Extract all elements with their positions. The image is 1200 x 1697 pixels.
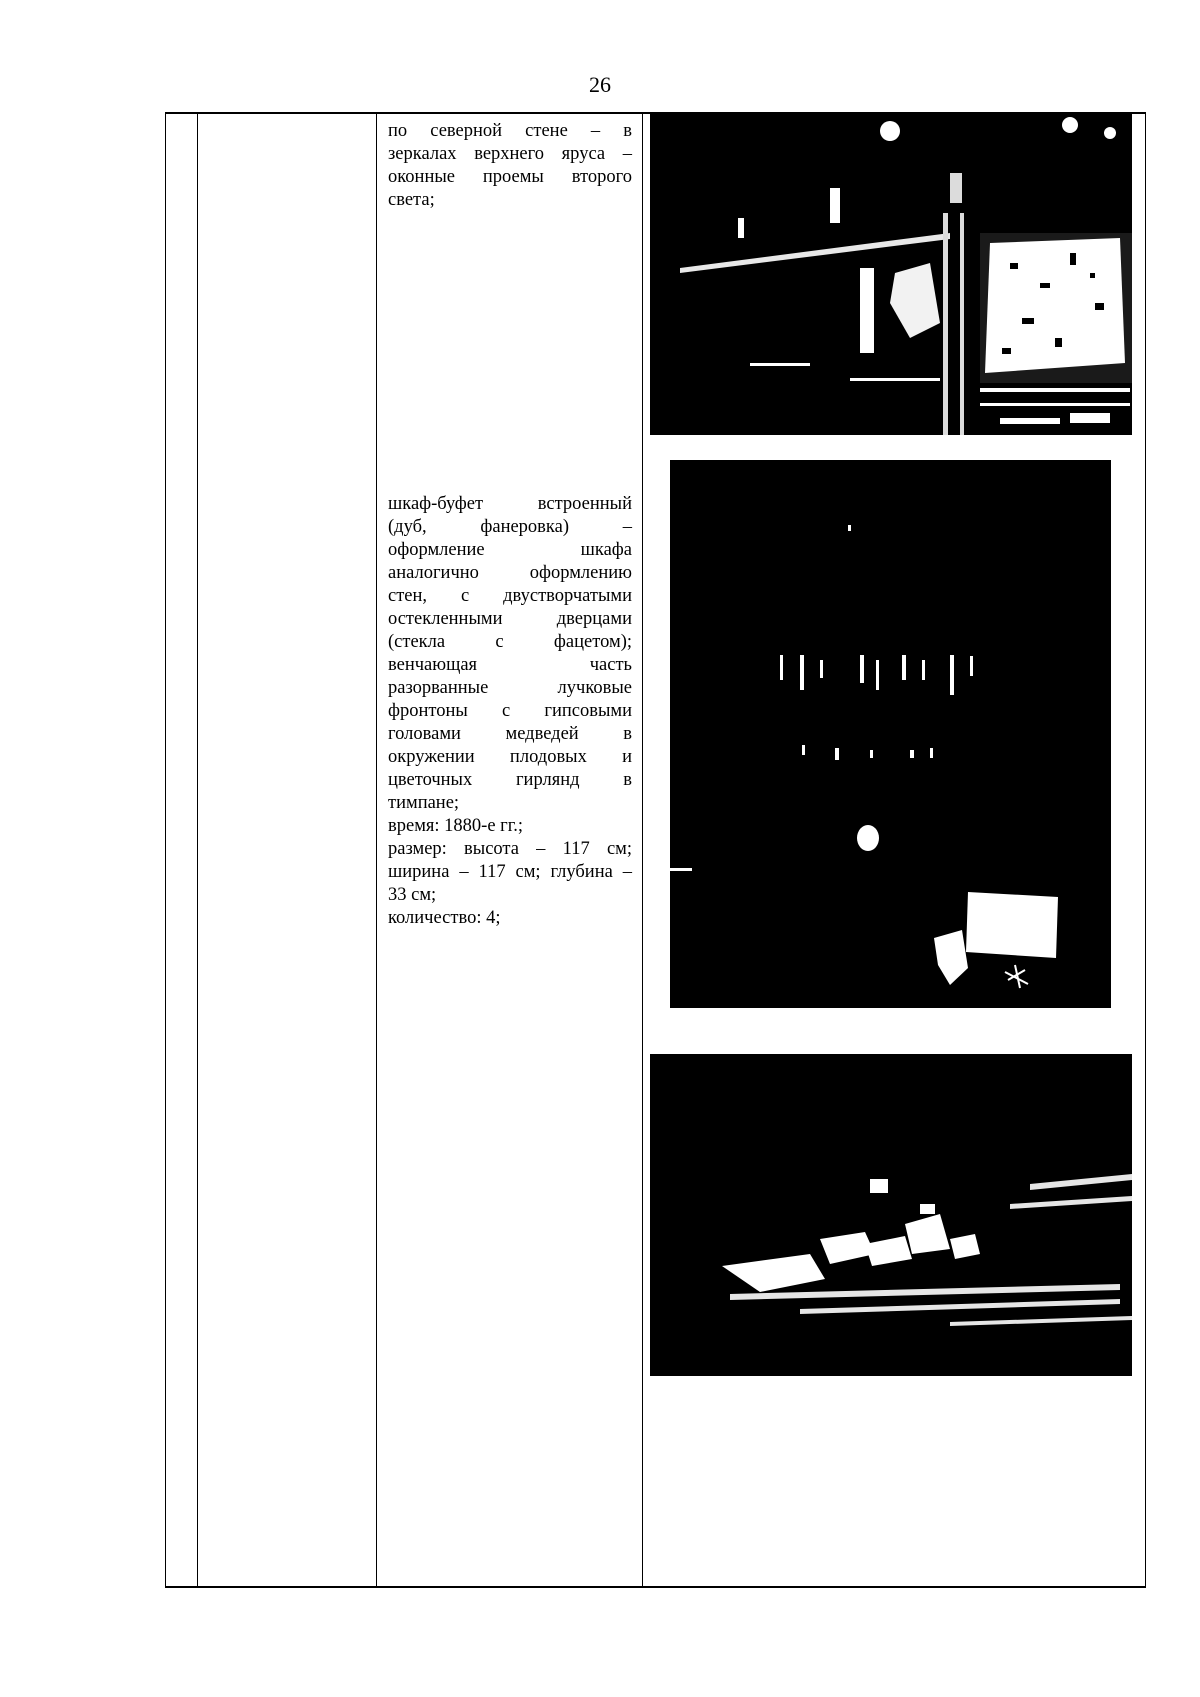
text-line: оконные проемы второго [388,167,632,187]
table-border-left [165,112,166,1588]
page-number: 26 [589,72,611,97]
row-2-description [388,493,632,930]
text-line: (стекла с фацетом); [388,632,632,652]
table-border-bottom [165,1586,1146,1588]
text-line: оформление шкафа [388,540,632,560]
text-line: света; [388,190,435,210]
text-line: аналогично оформлению [388,563,632,583]
text-line: 33 см; [388,885,437,905]
table-column-divider-1 [197,112,198,1588]
row-1-description [388,120,632,212]
text-line: головами медведей в [388,724,632,744]
text-line: стен, с двустворчатыми [388,586,632,606]
table-border-right [1145,112,1146,1588]
text-line: цветочных гирлянд в [388,770,632,790]
text-line: количество: 4; [388,908,501,928]
table-column-divider-3 [642,112,643,1588]
pediment-detail-photo [650,1054,1132,1376]
text-line: разорванные лучковые [388,678,632,698]
text-line: (дуб, фанеровка) – [388,517,632,537]
text-line: фронтоны с гипсовыми [388,701,632,721]
text-line: размер: высота – 117 см; [388,839,632,859]
text-line: окружении плодовых и [388,747,632,767]
table-column-divider-2 [376,112,377,1588]
interior-north-wall-photo [650,113,1132,435]
text-line: зеркалах верхнего яруса – [388,144,632,164]
text-line: время: 1880-е гг.; [388,816,524,836]
built-in-cabinet-photo [670,460,1111,1008]
text-line: по северной стене – в [388,121,632,141]
text-line: остекленными дверцами [388,609,632,629]
text-line: венчающая часть [388,655,632,675]
text-line: тимпане; [388,793,460,813]
text-line: шкаф-буфет встроенный [388,494,632,514]
text-line: ширина – 117 см; глубина – [388,862,632,882]
